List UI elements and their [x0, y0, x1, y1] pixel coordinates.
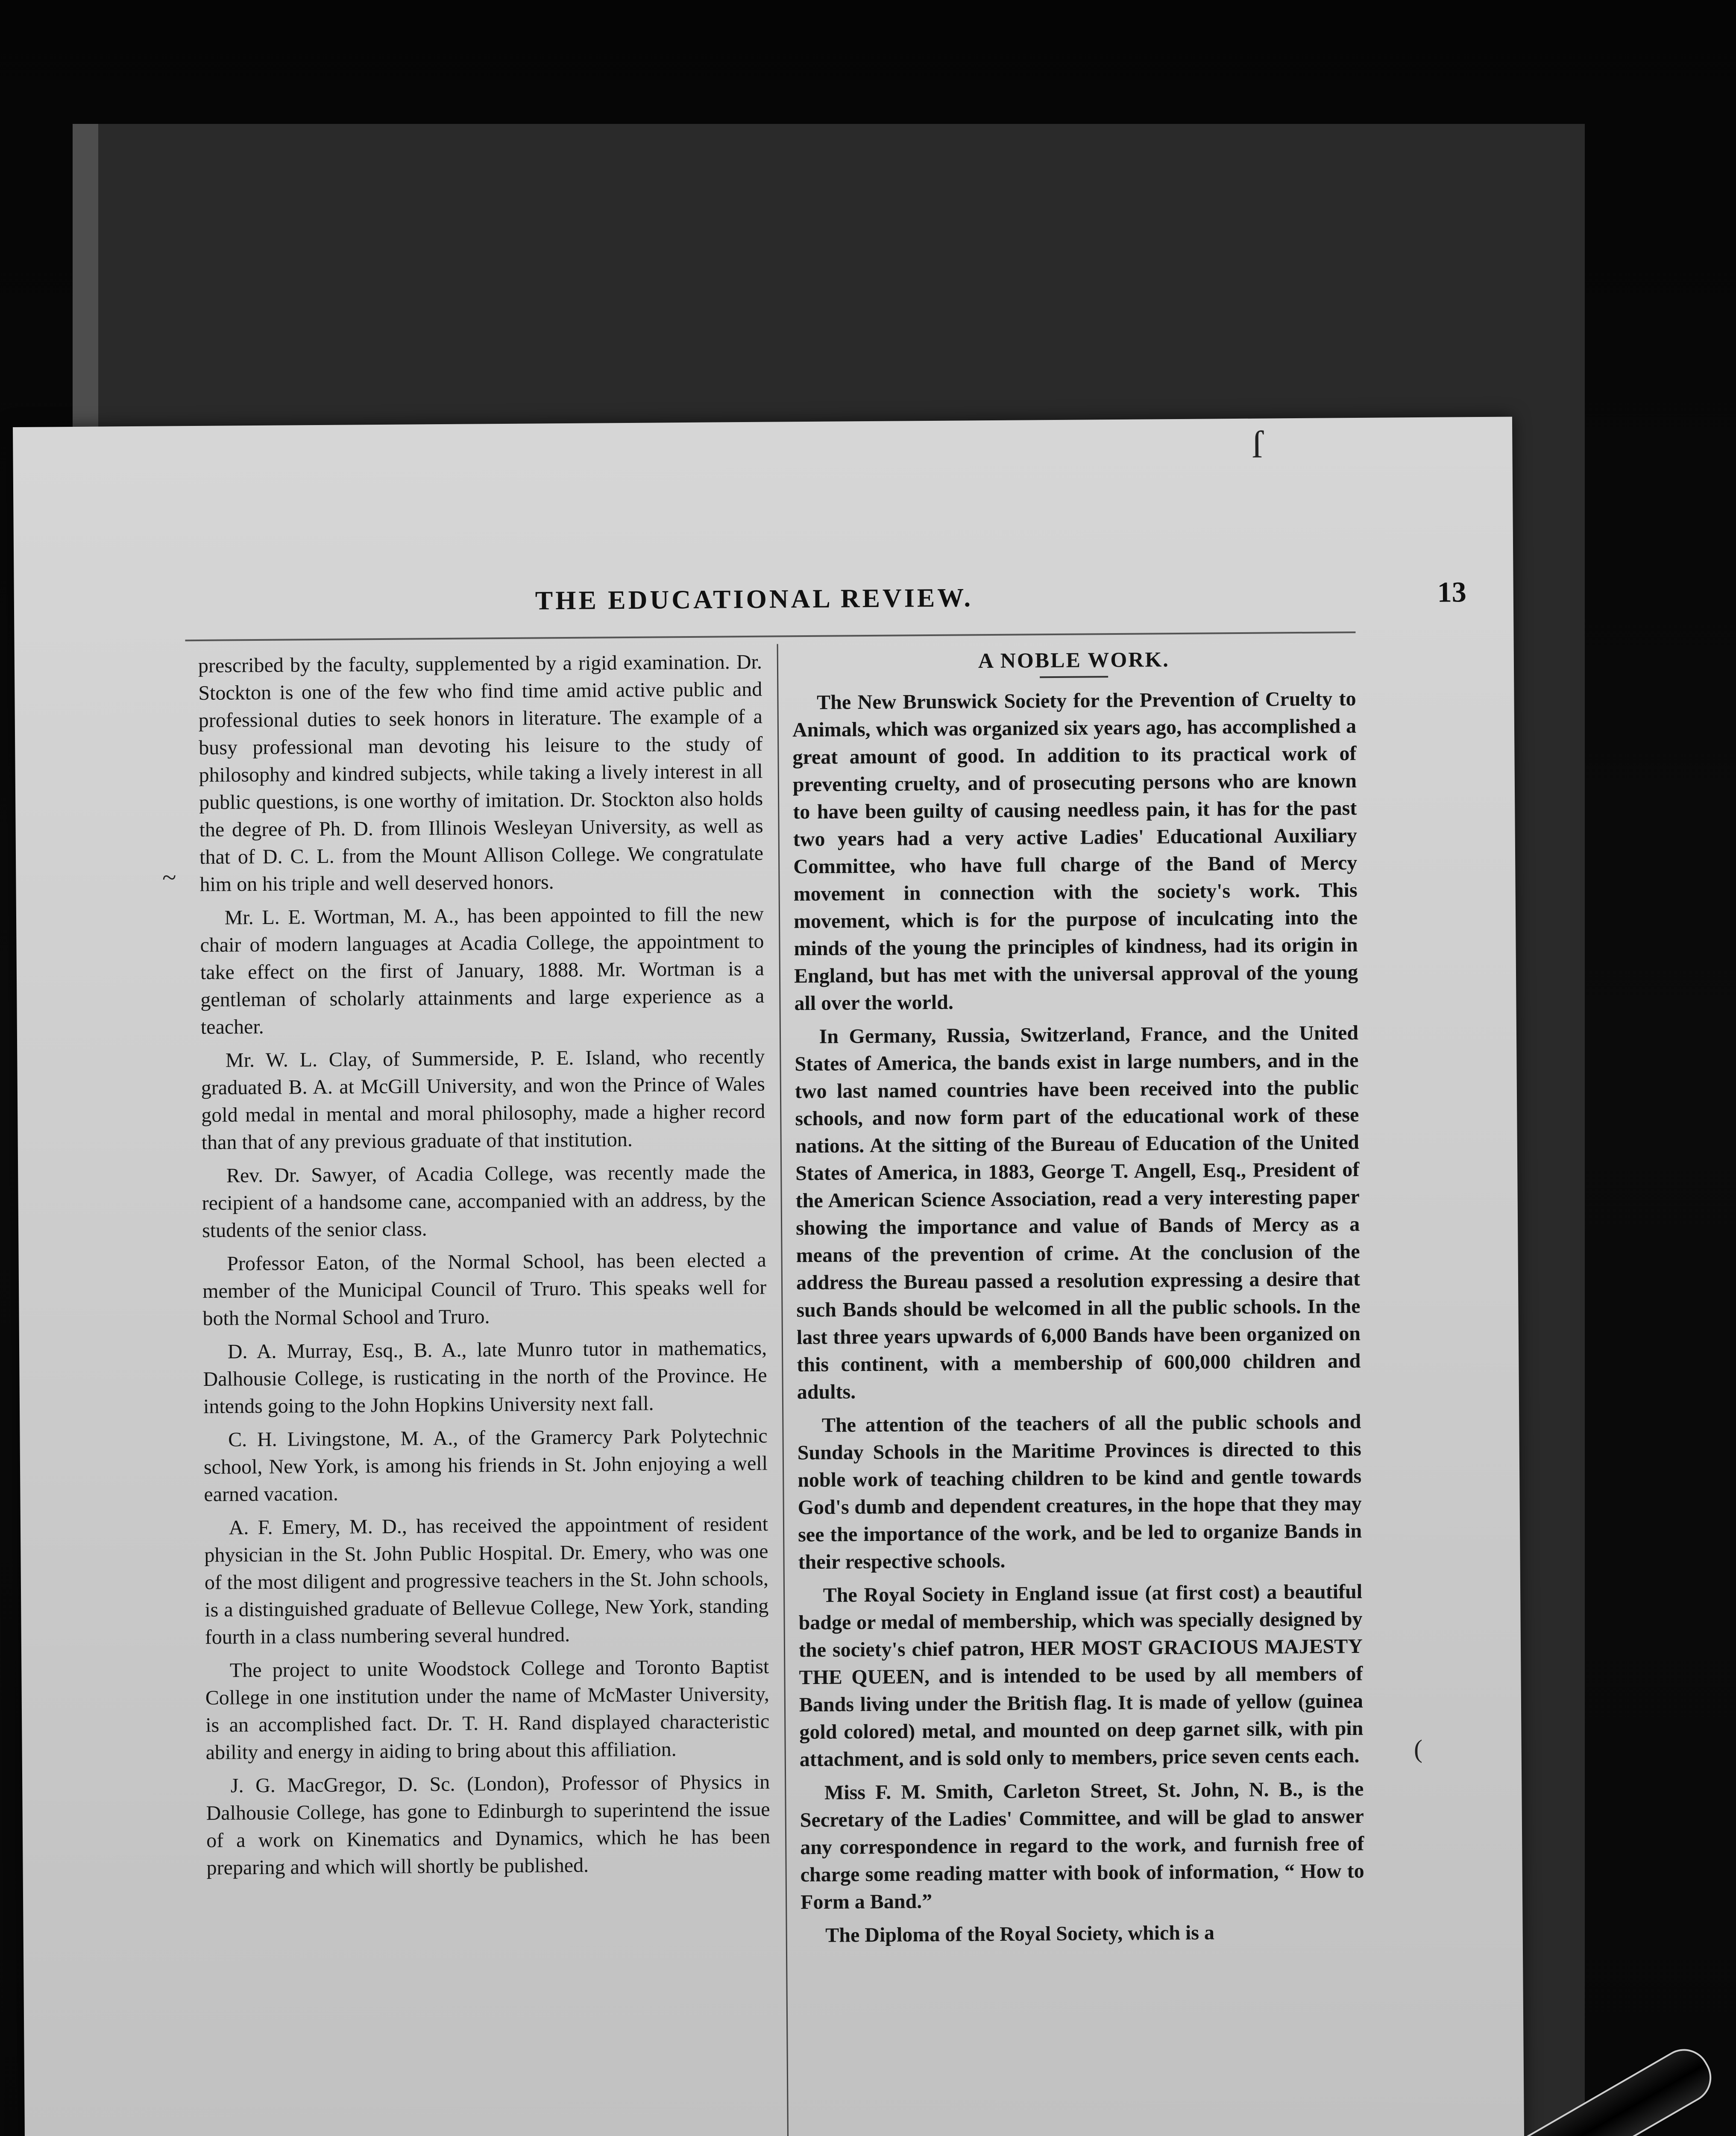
margin-mark: ~ [162, 863, 176, 892]
corner-mark: ſ [1252, 423, 1263, 466]
right-column [792, 644, 1365, 1955]
right-paragraph: Miss F. M. Smith, Carleton Street, St. John, N. B., is the Secretary of the Ladies' Committee, and will be glad to answer any correspondence in regard to the work, and furnish free of charge some reading matter with book of information, “ How to Form a Band.” [800, 1778, 1364, 1914]
right-paragraph: The New Brunswick Society for the Prevention of Cruelty to Animals, which was organized six years ago, has accomplished a great amount of good. In addition to its practical work of preventing cruelty, and of prosecuting persons who are known to have been guilty of causing needless pain, it has for the past two years had a very active Ladies' Educational Auxiliary Committee, who have full charge of the Band of Mercy movement in connection with the society's work. This movement, which is for the purpose of inculcating into the minds of the young the principles of kindness, had its origin in England, but has met with the universal approval of the young all over the world. [792, 687, 1358, 1015]
right-paragraph: The Diploma of the Royal Society, which is a [825, 1921, 1215, 1947]
left-paragraph: D. A. Murray, Esq., B. A., late Munro tutor in mathematics, Dalhousie College, is rusticating in the north of the Province. He intends going to the John Hopkins University next fall. [203, 1336, 767, 1418]
left-paragraph: A. F. Emery, M. D., has received the appointment of resident physician in the St. John Public Hospital. Dr. Emery, who was one of the most diligent and progressive teachers in the St. John schools, is a distinguished graduate of Bellevue College, New York, standing fourth in a class numbering several hundred. [204, 1512, 769, 1649]
running-title: THE EDUCATIONAL REVIEW. [535, 583, 974, 616]
newspaper-page [13, 417, 1526, 2136]
margin-mark: ( [1414, 1735, 1422, 1763]
article-rule [1040, 676, 1108, 678]
left-paragraph: prescribed by the faculty, supplemented by a rigid examination. Dr. Stockton is one of the few who find time amid active public and professional duties to seek honors in literature. The example of a busy professional man devoting his leisure to the study of philosophy and kindred subjects, while taking a lively interest in all public questions, is one worthy of imitation. Dr. Stockton also holds the degree of Ph. D. from Illinois Wesleyan University, as well as that of D. C. L. from the Mount Allison College. We congratulate him on his triple and well deserved honors. [198, 650, 764, 896]
right-paragraph: In Germany, Russia, Switzerland, France, and the United States of America, the bands exist in large numbers, and in the two last named countries have been received into the public schools, and now form part of the educational work of these nations. At the sitting of the Bureau of Education of the United States of America, in 1883, George T. Angell, Esq., President of the American Science Association, read a very interesting paper showing the importance and value of Bands of Mercy as a means of the prevention of crime. At the conclusion of the address the Bureau passed a resolution expressing a desire that such Bands should be welcomed in all the public schools. In the last three years upwards of 6,000 Bands have been organized on this continent, with a membership of 600,000 children and adults. [795, 1021, 1361, 1404]
page-number: 13 [1437, 575, 1467, 608]
column-divider [777, 644, 789, 2136]
left-paragraph: Professor Eaton, of the Normal School, has been elected a member of the Municipal Council of Truro. This speaks well for both the Normal School and Truro. [202, 1248, 767, 1330]
left-column [198, 648, 771, 1888]
right-paragraph: The attention of the teachers of all the public schools and Sunday Schools in the Maritime Provinces is directed to this noble work of teaching children to be kind and gentle towards God's dumb and dependent creatures, in the hope that they may see the importance of the work, and be led to organize Bands in their respective schools. [797, 1410, 1362, 1574]
left-paragraph: Mr. W. L. Clay, of Summerside, P. E. Island, who recently graduated B. A. at McGill University, and won the Prince of Wales gold medal in mental and moral philosophy, made a higher record than that of any previous graduate of that institution. [201, 1045, 765, 1154]
header-rule [185, 631, 1355, 641]
left-paragraph: Rev. Dr. Sawyer, of Acadia College, was recently made the recipient of a handsome cane, accompanied with an address, by the students of the senior class. [202, 1160, 766, 1242]
left-paragraph: J. G. MacGregor, D. Sc. (London), Professor of Physics in Dalhousie College, has gone to Edinburgh to superintend the issue of a work on Kinematics and Dynamics, which he has been preparing and which will shortly be published. [206, 1770, 771, 1879]
left-paragraph: The project to unite Woodstock College and Toronto Baptist College in one institution under the name of McMaster University, is an accomplished fact. Dr. T. H. Rand displayed characteristic ability and energy in aiding to bring about this affiliation. [205, 1655, 770, 1764]
right-paragraph: The Royal Society in England issue (at first cost) a beautiful badge or medal of membership, which was specially designed by the society's chief patron, HER MOST GRACIOUS MAJESTY THE QUEEN, and is intended to be used by all members of Bands living under the British flag. It is made of yellow (guinea gold colored) metal, and mounted on deep garnet silk, with pin attachment, and is sold only to members, price seven cents each. [798, 1580, 1364, 1771]
left-paragraph: C. H. Livingstone, M. A., of the Gramercy Park Polytechnic school, New York, is among his friends in St. John enjoying a well earned vacation. [203, 1424, 768, 1506]
running-head [185, 575, 1467, 627]
left-paragraph: Mr. L. E. Wortman, M. A., has been appointed to fill the new chair of modern languages at Acadia College, the appointment to take effect on the first of January, 1888. Mr. Wortman is a gentleman of scholarly attainments and large experience as a teacher. [200, 902, 765, 1039]
article-heading: A NOBLE WORK. [978, 647, 1170, 673]
